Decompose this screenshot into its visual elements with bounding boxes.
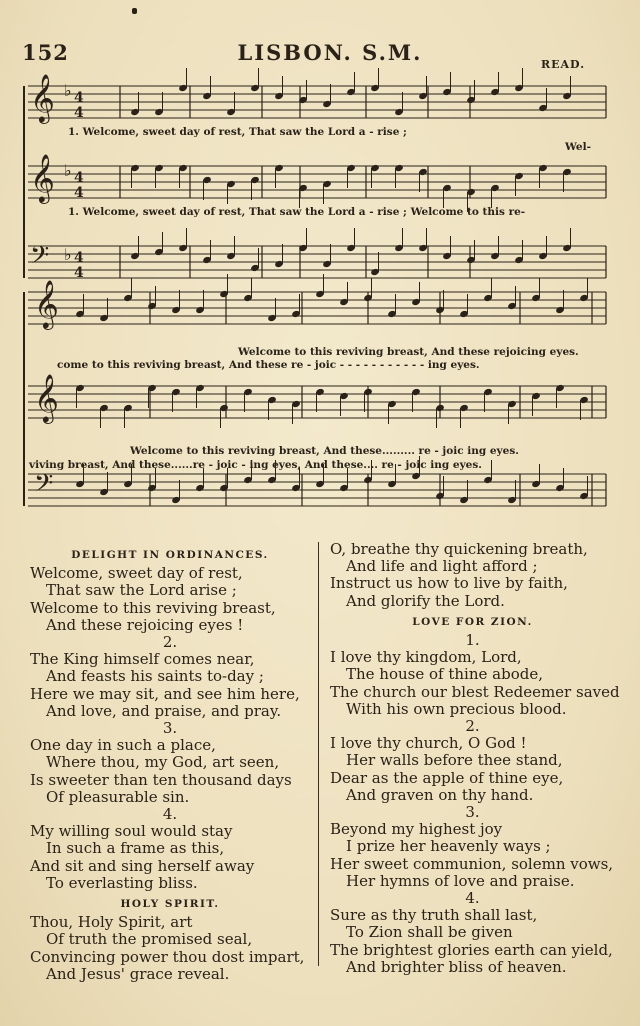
lyric-system2-line2: come to this reviving breast, And these re - joic - - - - - - - - - - - ing eyes.: [57, 359, 480, 371]
hymn-line: To Zion shall be given: [346, 923, 513, 942]
hymn-line: Welcome to this reviving breast,: [30, 598, 276, 617]
lyric-system1-cue: Wel-: [565, 141, 591, 153]
treble-clef-icon: 𝄞: [30, 153, 55, 202]
hymn-line: Here we may sit, and see him here,: [30, 684, 300, 703]
hymn-line: Of pleasurable sin.: [46, 787, 190, 806]
hymn-heading: HOLY SPIRIT.: [120, 898, 220, 911]
time-signature: 4: [74, 265, 84, 281]
hymn-line: Beyond my highest joy: [330, 820, 503, 839]
hymn-line: And brighter bliss of heaven.: [346, 957, 567, 976]
treble-clef-icon: 𝄞: [30, 73, 55, 122]
lyric-system2-line1: Welcome to this reviving breast, And these rejoicing eyes.: [238, 346, 579, 358]
hymn-line: And glorify the Lord.: [346, 591, 505, 610]
hymn-line: And feasts his saints to-day ;: [46, 667, 264, 686]
hymn-line: Of truth the promised seal,: [46, 930, 253, 949]
hymn-line: I love thy kingdom, Lord,: [330, 648, 522, 667]
hymn-line: The church our blest Redeemer saved: [330, 682, 620, 701]
hymn-line: Where thou, my God, art seen,: [46, 753, 280, 772]
hymn-line: And Jesus' grace reveal.: [46, 964, 230, 983]
flat-icon: ♭: [64, 81, 72, 100]
time-signature: 4: [74, 250, 84, 266]
hymn-line: I prize her heavenly ways ;: [346, 837, 551, 856]
lyric-system2-line3: Welcome to this reviving breast, And these......... re - joic ing eyes.: [130, 445, 519, 457]
hymn-line: That saw the Lord arise ;: [46, 581, 237, 600]
bass-clef-icon: 𝄢: [34, 469, 54, 504]
hymn-line: I love thy church, O God !: [330, 734, 527, 753]
treble-clef-icon: 𝄞: [34, 279, 59, 328]
verse-number: 3.: [465, 803, 480, 822]
hymn-line: In such a frame as this,: [46, 839, 225, 858]
hymn-tune-title: LISBON. S.M.: [237, 40, 423, 65]
hymn-line: One day in such a place,: [30, 736, 216, 755]
time-signature: 4: [74, 185, 84, 201]
hymn-line: Sure as thy truth shall last,: [330, 906, 538, 925]
hymn-line: To everlasting bliss.: [46, 873, 198, 892]
hymn-line: Welcome, sweet day of rest,: [30, 564, 243, 583]
bass-clef-icon: 𝄢: [30, 241, 50, 276]
hymn-text-left: [30, 543, 310, 983]
flat-icon: ♭: [64, 245, 72, 264]
hymn-text-right: [330, 540, 620, 976]
hymn-line: O, breathe thy quickening breath,: [330, 540, 588, 558]
hymn-line: And graven on thy hand.: [346, 785, 534, 804]
hymn-line: Convincing power thou dost impart,: [30, 947, 305, 966]
hymn-line: And these rejoicing eyes !: [46, 615, 244, 634]
hymn-heading: LOVE FOR ZION.: [412, 615, 533, 628]
lyric-system1-treble: 1. Welcome, sweet day of rest, That saw the Lord a - rise ;: [68, 126, 407, 138]
treble-clef-icon: 𝄞: [34, 373, 59, 422]
time-signature: 4: [74, 170, 84, 186]
hymn-line: My willing soul would stay: [30, 822, 233, 841]
hymn-line: And love, and praise, and pray.: [46, 701, 282, 720]
hymn-line: The King himself comes near,: [30, 650, 255, 669]
hymn-line: The house of thine abode,: [346, 665, 543, 684]
hymn-line: Dear as the apple of thine eye,: [330, 768, 564, 787]
hymn-line: Instruct us how to live by faith,: [330, 574, 568, 593]
verse-number: 4.: [465, 889, 480, 908]
verse-number: 2.: [465, 717, 480, 736]
lyric-system1-alto: 1. Welcome, sweet day of rest, That saw the Lord a - rise ; Welcome to this re-: [68, 206, 526, 218]
verse-number: 2.: [162, 633, 178, 652]
hymn-line: The brightest glories earth can yield,: [330, 940, 613, 959]
hymn-line: And sit and sing herself away: [30, 856, 255, 875]
column-divider: [318, 542, 319, 966]
flat-icon: ♭: [64, 161, 72, 180]
hymn-line: With his own precious blood.: [346, 699, 567, 718]
verse-number: 3.: [162, 719, 178, 738]
hymn-line: Her walls before thee stand,: [346, 751, 563, 770]
verse-number: 1.: [465, 631, 480, 650]
page-number: 152: [22, 40, 69, 65]
hymn-heading: DELIGHT IN ORDINANCES.: [71, 549, 269, 561]
hymn-line: And life and light afford ;: [346, 557, 538, 576]
tempo-direction: READ.: [541, 58, 586, 71]
verse-number: 4.: [162, 805, 178, 824]
time-signature: 4: [74, 105, 84, 121]
hymn-line: Is sweeter than ten thousand days: [30, 770, 292, 789]
hymn-line: Thou, Holy Spirit, art: [30, 913, 193, 932]
time-signature: 4: [74, 90, 84, 106]
hymn-line: Her sweet communion, solemn vows,: [330, 854, 614, 873]
lyric-system2-line4: viving breast, And these......re - joic - ing eyes, And these.... re - joic ing eyes.: [29, 459, 482, 471]
hymn-line: Her hymns of love and praise.: [346, 871, 575, 890]
